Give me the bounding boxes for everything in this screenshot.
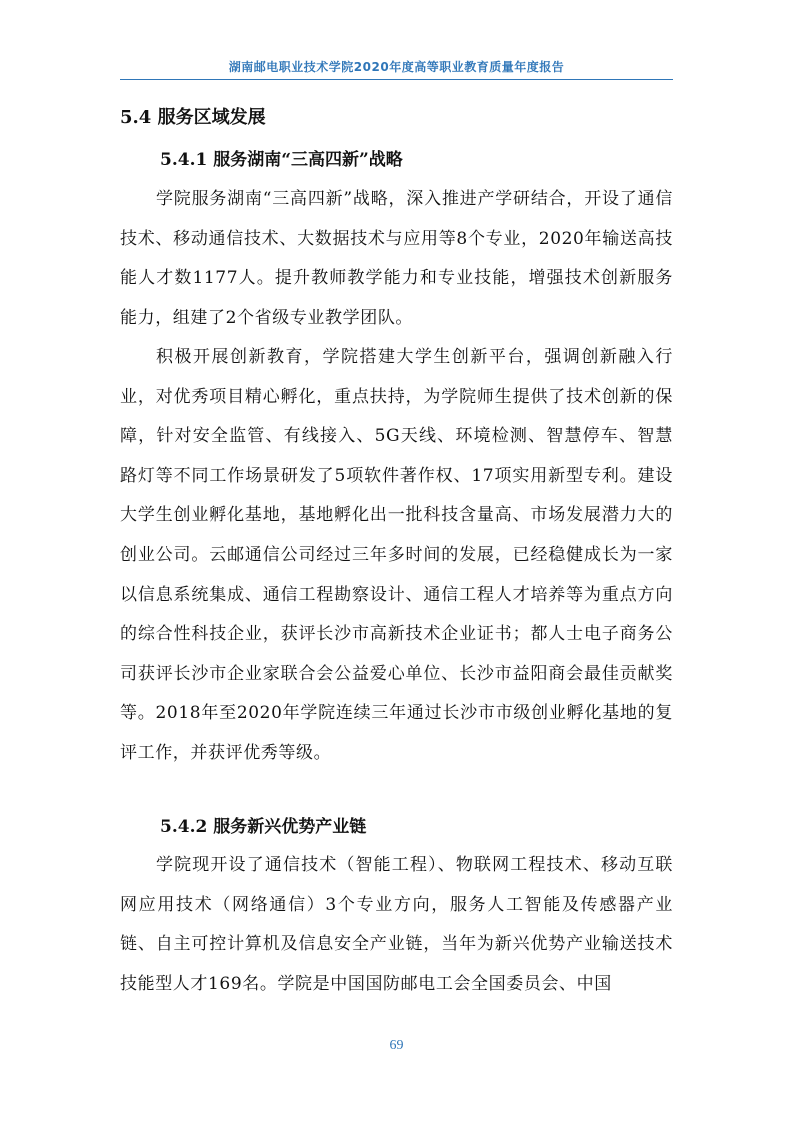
subsection-heading-2: 5.4.2 服务新兴优势产业链 xyxy=(160,817,367,837)
paragraph-2: 积极开展创新教育，学院搭建大学生创新平台，强调创新融入行业，对优秀项目精心孵化，重点扶持，为学院师生提供了技术创新的保障，针对安全监管、有线接入、5G天线、环境检测、智慧停车、智慧路灯等不同工作场景研发了5项软件著作权、17项实用新型专利。建设大学生创业孵化基地，基地孵化出一批科技含量高、市场发展潜力大的创业公司。云邮通信公司经过三年多时间的发展，已经稳健成长为一家以信息系统集成、通信工程勘察设计、通信工程人才培养等为重点方向的综合性科技企业，获评长沙市高新技术企业证书；都人士电子商务公司获评长沙市企业家联合会公益爱心单位、长沙市益阳商会最佳贡献奖等。2018年至2020年学院连续三年通过长沙市市级创业孵化基地的复评工作，并获评优秀等级。 xyxy=(120,347,673,763)
section-heading: 5.4 服务区域发展 xyxy=(120,107,266,128)
subsection-heading-1: 5.4.1 服务湖南“三高四新”战略 xyxy=(160,150,403,170)
running-header: 湖南邮电职业技术学院2020年度高等职业教育质量年度报告 xyxy=(228,60,565,74)
page-number: 69 xyxy=(389,1038,404,1053)
paragraph-1: 学院服务湖南“三高四新”战略，深入推进产学研结合，开设了通信技术、移动通信技术、大数据技术与应用等8个专业，2020年输送高技能人才数1177人。提升教师教学能力和专业技能，增强技术创新服务能力，组建了2个省级专业教学团队。 xyxy=(120,189,673,328)
paragraph-3: 学院现开设了通信技术（智能工程）、物联网工程技术、移动互联网应用技术（网络通信）3个专业方向，服务人工智能及传感器产业链、自主可控计算机及信息安全产业链，当年为新兴优势产业输送技术技能型人才169名。学院是中国国防邮电工会全国委员会、中国 xyxy=(120,855,673,994)
header-rule xyxy=(120,79,673,80)
